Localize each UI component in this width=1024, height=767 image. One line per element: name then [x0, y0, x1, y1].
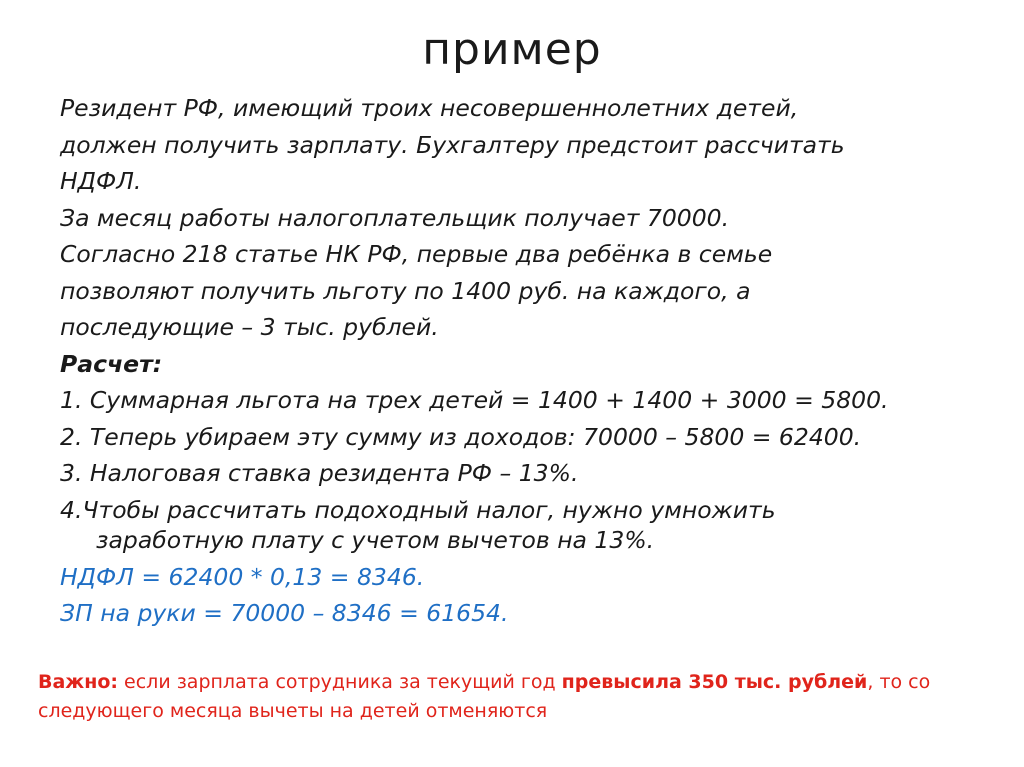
slide-body: [60, 90, 990, 632]
slide-title: пример: [422, 24, 602, 75]
paragraph-line: Согласно 218 статье НК РФ, первые два ребёнка в семье: [60, 240, 773, 268]
paragraph-line: Резидент РФ, имеющий троих несовершеннолетних детей,: [60, 94, 799, 122]
note-text: если зарплата сотрудника за текущий год: [118, 671, 562, 693]
calc-step-3: 3. Налоговая ставка резидента РФ – 13%.: [60, 459, 579, 487]
calc-heading: Расчет:: [60, 349, 163, 378]
paragraph-line: последующие – 3 тыс. рублей.: [60, 313, 439, 341]
result-net-salary: ЗП на руки = 70000 – 8346 = 61654.: [60, 599, 509, 627]
note-emphasis: превысила 350 тыс. рублей: [561, 671, 868, 693]
calc-step-2: 2. Теперь убираем эту сумму из доходов: 70000 – 5800 = 62400.: [60, 422, 862, 451]
paragraph-line: За месяц работы налогоплательщик получает 70000.: [60, 203, 730, 232]
result-ndfl: НДФЛ = 62400 * 0,13 = 8346.: [60, 562, 425, 591]
calc-step-1: 1. Суммарная льгота на трех детей = 1400 + 1400 + 3000 = 5800.: [60, 386, 889, 414]
paragraph-line: НДФЛ.: [60, 167, 142, 195]
calc-step-4-continuation: заработную плату с учетом вычетов на 13%.: [96, 526, 655, 554]
important-note: [38, 668, 998, 726]
paragraph-line: позволяют получить льготу по 1400 руб. на каждого, а: [60, 276, 751, 305]
note-text: , то со: [867, 671, 931, 693]
calc-step-4: 4.Чтобы рассчитать подоходный налог, нужно умножить: [60, 495, 776, 524]
paragraph-line: должен получить зарплату. Бухгалтеру предстоит рассчитать: [60, 130, 845, 159]
note-text: следующего месяца вычеты на детей отменяются: [38, 700, 548, 722]
note-label: Важно:: [38, 671, 118, 693]
